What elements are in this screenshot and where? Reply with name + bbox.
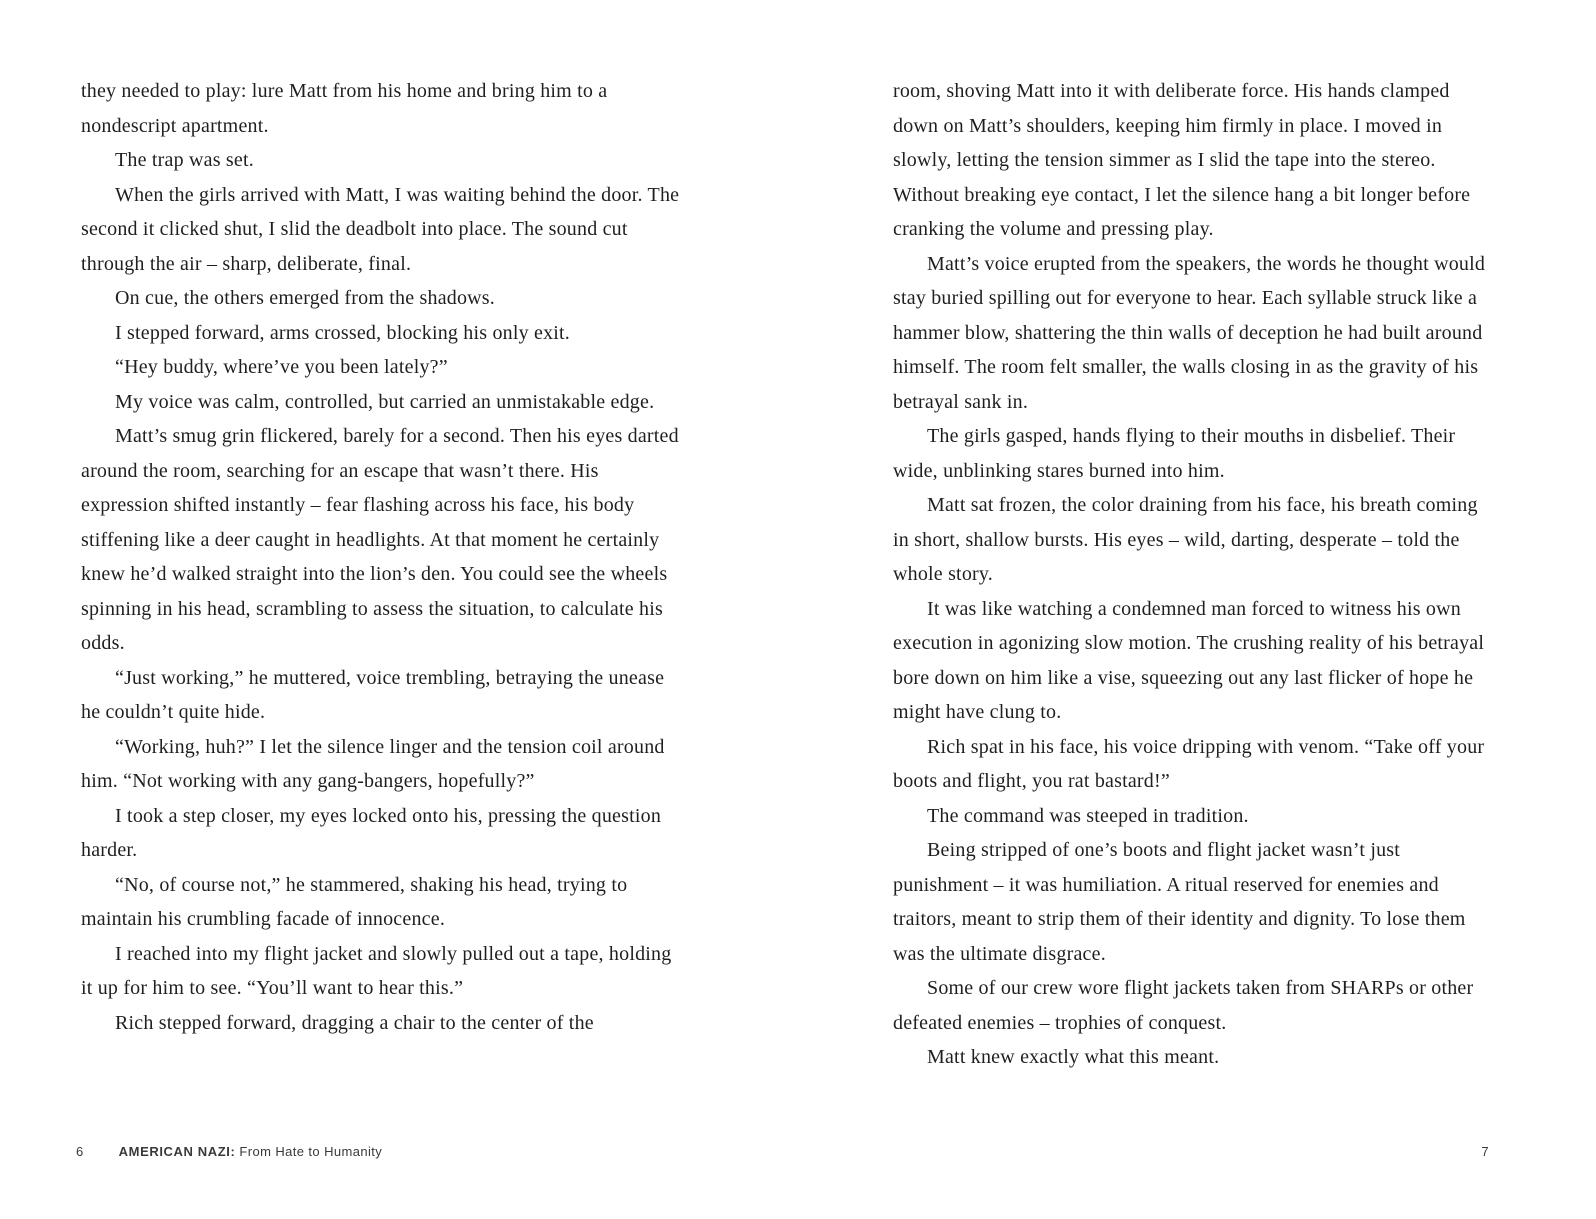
- paragraph: When the girls arrived with Matt, I was waiting behind the door. The second it clicked shut, I slid the deadbolt into place. The sound cut through the air – sharp, deliberate, final.: [81, 183, 680, 275]
- paragraph: “Just working,” he muttered, voice trembling, betraying the unease he couldn’t quite hide.: [81, 666, 665, 723]
- paragraph: Matt’s smug grin flickered, barely for a second. Then his eyes darted around the room, searching for an escape that wasn’t there. His expression shifted instantly – fear flashing across his face, his body stiffening like a deer caught in headlights. At that moment he certainly knew he’d walked straight into the lion’s den. You could see the wheels spinning in his head, scrambling to assess the situation, to calculate his odds.: [81, 425, 679, 654]
- paragraph: “Working, huh?” I let the silence linger and the tension coil around him. “Not working with any gang-bangers, hopefully?”: [81, 735, 665, 792]
- page-footer-left: [76, 1144, 382, 1159]
- paragraph: My voice was calm, controlled, but carried an unmistakable edge.: [115, 390, 655, 413]
- page-footer-right: [1481, 1144, 1489, 1159]
- paragraph: The command was steeped in tradition.: [927, 804, 1249, 827]
- paragraph: On cue, the others emerged from the shadows.: [115, 287, 495, 309]
- page-right-body: [893, 74, 1497, 1075]
- paragraph: Matt’s voice erupted from the speakers, the words he thought would stay buried spilling out for everyone to hear. Each syllable struck like a hammer blow, shattering the thin walls of deception he had built around himself. The room felt smaller, the walls closing in as the gravity of his betrayal sank in.: [893, 252, 1486, 413]
- page-left-body: [81, 74, 685, 1040]
- page-number-left: 6: [76, 1144, 84, 1159]
- book-subtitle: From Hate to Humanity: [239, 1144, 383, 1159]
- paragraph: Matt knew exactly what this meant.: [927, 1046, 1220, 1068]
- paragraph: they needed to play: lure Matt from his home and bring him to a nondescript apartment.: [81, 80, 608, 137]
- paragraph: The girls gasped, hands flying to their mouths in disbelief. Their wide, unblinking stares burned into him.: [893, 425, 1456, 482]
- paragraph: I stepped forward, arms crossed, blocking his only exit.: [115, 321, 570, 344]
- paragraph: It was like watching a condemned man forced to witness his own execution in agonizing slow motion. The crushing reality of his betrayal bore down on him like a vise, squeezing out any last flicker of hope he might have clung to.: [893, 597, 1485, 723]
- paragraph: “No, of course not,” he stammered, shaking his head, trying to maintain his crumbling facade of innocence.: [81, 873, 628, 930]
- paragraph: Rich stepped forward, dragging a chair to the center of the: [115, 1011, 594, 1034]
- running-title: [119, 1144, 383, 1159]
- paragraph: Some of our crew wore flight jackets taken from SHARPs or other defeated enemies – trophies of conquest.: [893, 977, 1474, 1034]
- page-number-right: 7: [1481, 1144, 1489, 1159]
- paragraph: “Hey buddy, where’ve you been lately?”: [115, 356, 448, 378]
- book-title: AMERICAN NAZI:: [118, 1144, 236, 1159]
- paragraph: Matt sat frozen, the color draining from his face, his breath coming in short, shallow bursts. His eyes – wild, darting, desperate – told the whole story.: [893, 494, 1478, 585]
- paragraph: I reached into my flight jacket and slowly pulled out a tape, holding it up for him to see. “You’ll want to hear this.”: [81, 942, 672, 999]
- paragraph: The trap was set.: [115, 149, 254, 171]
- paragraph: Being stripped of one’s boots and flight jacket wasn’t just punishment – it was humiliation. A ritual reserved for enemies and traitors, meant to strip them of their identity and dignity. To lose them was the ultimate disgrace.: [893, 839, 1466, 965]
- paragraph: room, shoving Matt into it with deliberate force. His hands clamped down on Matt’s shoulders, keeping him firmly in place. I moved in slowly, letting the tension simmer as I slid the tape into the stereo. Without breaking eye contact, I let the silence hang a bit longer before cranking the volume and pressing play.: [893, 80, 1471, 240]
- paragraph: I took a step closer, my eyes locked onto his, pressing the question harder.: [81, 804, 662, 861]
- paragraph: Rich spat in his face, his voice dripping with venom. “Take off your boots and flight, you rat bastard!”: [893, 735, 1485, 792]
